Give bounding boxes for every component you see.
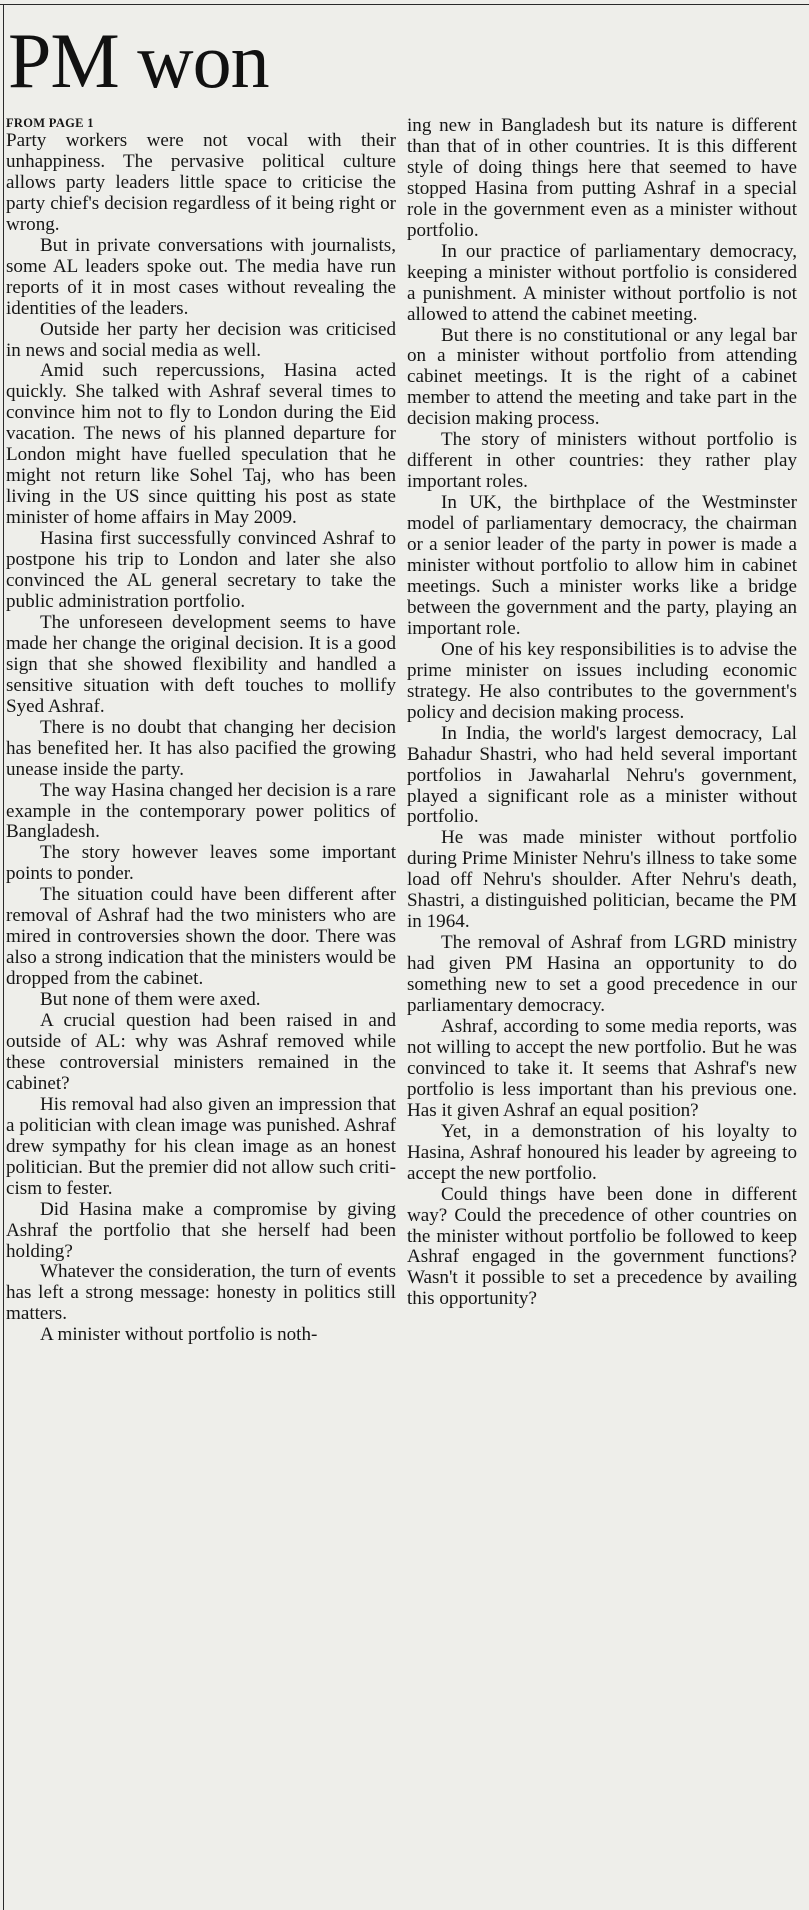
paragraph: Did Hasina make a compromise by giving Ashraf the portfolio that she herself had been holding? (6, 1198, 396, 1262)
paragraph: A minister without portfolio is noth- (40, 1324, 318, 1346)
paragraph: Ashraf, according to some media reports, was not willing to accept the new portfolio. But he was convinced to take it. It seems that Ashraf's new portfolio is less important than his previous one. Has it given Ashraf an equal position? (407, 1015, 797, 1121)
paragraph: Could things have been done in different way? Could the precedence of other countries on the minister without portfolio be followed to keep Ashraf engaged in the government functions? Wasn't it possible to set a precedence by availing this opportunity? (407, 1183, 797, 1310)
paragraph: The unforeseen development seems to have made her change the original decision. It is a good sign that she showed flexibility and handled a sensitive situation with deft touches to mollify Syed Ashraf. (6, 611, 396, 717)
paragraph: In our practice of parliamentary democracy, keeping a minister without portfolio is considered a punishment. A minister without portfolio is not allowed to attend the cabinet meeting. (407, 240, 797, 325)
paragraph: Party workers were not vocal with their unhappiness. The pervasive political culture allows party leaders little space to criticise the party chief's decision regardless of it being right or wrong. (6, 130, 396, 235)
paragraph: Yet, in a demonstration of his loyalty to Hasina, Ashraf honoured his leader by agreeing to accept the new portfolio. (407, 1120, 797, 1184)
paragraph: In India, the world's largest democracy, Lal Bahadur Shastri, who had held several important portfolios in Jawaharlal Nehru's government, played a significant role as a minister without portfolio. (407, 722, 797, 828)
paragraph: But none of them were axed. (40, 989, 261, 1011)
paragraph: One of his key responsibilities is to advise the prime minister on issues including economic strategy. He also contributes to the government's policy and decision making process. (407, 638, 797, 723)
left-rule (3, 4, 4, 1910)
headline: PM won (8, 17, 269, 104)
paragraph: There is no doubt that changing her decision has benefited her. It has also pacified the growing unease inside the party. (6, 716, 396, 780)
article-column-right (407, 116, 797, 1310)
paragraph: But in private conversations with journalists, some AL leaders spoke out. The media have run reports of it in most cases without revealing the identities of the leaders. (6, 234, 396, 319)
paragraph: A crucial question had been raised in and outside of AL: why was Ashraf removed while these controversial ministers remained in the cabinet? (6, 1010, 396, 1094)
paragraph: The situation could have been different after removal of Ashraf had the two ministers who are mired in controversies shown the door. There was also a strong indication that the ministers would be dropped from the cabinet. (6, 884, 396, 990)
paragraph: But there is no constitutional or any legal bar on a minister without portfolio from attending cabinet meetings. It is the right of a cabinet member to attend the meeting and take part in the decision making process. (407, 324, 797, 430)
from-page-label: FROM PAGE 1 (6, 116, 94, 130)
paragraph: ing new in Bangladesh but its nature is different than that of in other countries. It is this different style of doing things here that seemed to have stopped Hasina from putting Ashraf in a special role in the government even as a minister without portfolio. (407, 115, 797, 241)
paragraph: Whatever the consideration, the turn of events has left a strong message: honesty in politics still matters. (6, 1261, 396, 1325)
paragraph: The removal of Ashraf from LGRD ministry had given PM Hasina an opportunity to do something new to set a good precedence in our parliamentary democracy. (407, 932, 797, 1017)
paragraph: Outside her party her decision was criticised in news and social media as well. (6, 318, 396, 361)
article-column-left (6, 116, 396, 1346)
paragraph: Hasina first successfully convinced Ashraf to postpone his trip to London and later she also convinced the AL general secretary to take the public administration portfolio. (6, 528, 396, 612)
paragraph: The story of ministers without portfolio is different in other countries: they rather play important roles. (407, 429, 797, 493)
paragraph: He was made minister without portfolio during Prime Minister Nehru's illness to take some load off Nehru's shoulder. After Nehru's death, Shastri, a distinguished politician, became the PM in 1964. (407, 827, 797, 933)
paragraph: In UK, the birthplace of the Westminster model of parliamentary democracy, the chairman or a senior leader of the party in power is made a minister without portfolio to allow him in cabinet meetings. Such a minister works like a bridge between the government and the party, playing an important role. (407, 492, 797, 639)
paragraph: Amid such repercussions, Hasina acted quickly. She talked with Ashraf several times to convince him not to fly to London during the Eid vacation. The news of his planned departure for London might have fuelled speculation that he might not return like Sohel Taj, who has been living in the US since quitting his post as state minister of home affairs in May 2009. (6, 360, 396, 529)
paragraph: His removal had also given an impression that a politician with clean image was punished. Ashraf drew sympathy for his clean image as an honest politician. But the premier did not allow such criticism to fester. (6, 1093, 396, 1199)
paragraph: The story however leaves some important points to ponder. (6, 842, 396, 885)
paragraph: The way Hasina changed her decision is a rare example in the contemporary power politics of Bangladesh. (6, 779, 396, 843)
top-rule (0, 4, 809, 5)
